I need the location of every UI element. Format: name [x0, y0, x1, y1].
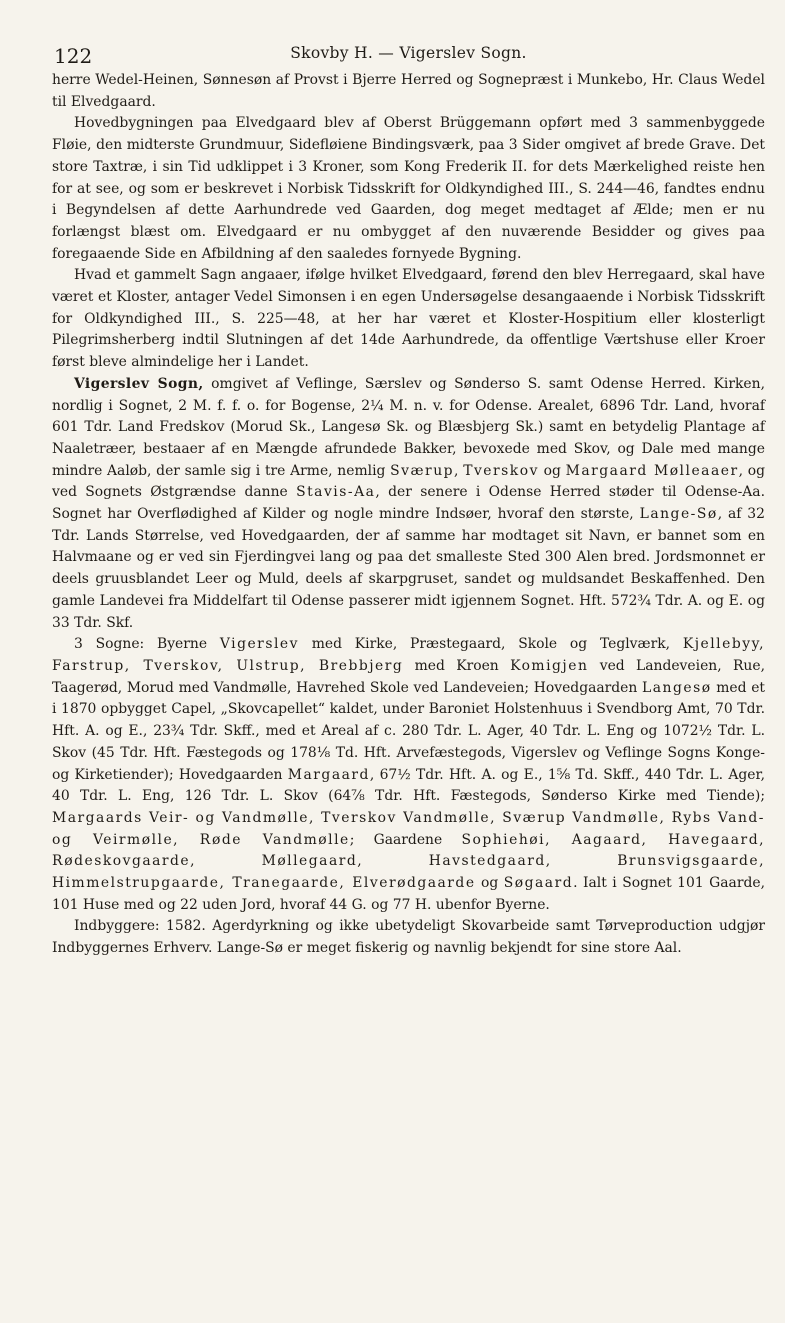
- place-name: Sophiehøi, Aagaard, Havegaard, Rødeskovgaarde, Møllegaard, Havstedgaard, Brunsvigsgaarde, Himmelstrupgaarde, Tranegaarde, Elverødgaarde: [52, 831, 765, 892]
- place-name: Komigjen: [510, 657, 589, 674]
- text-run: 3 Sogne: Byerne: [74, 636, 220, 653]
- paragraph-settlements: [52, 634, 765, 916]
- text-run: med Kirke, Præstegaard, Skole og Teglværk,: [298, 636, 683, 653]
- place-name: Margaard: [287, 766, 370, 783]
- place-name: Lange-Sø: [639, 506, 718, 523]
- running-head: Skovby H. — Vigerslev Sogn.: [290, 44, 527, 62]
- text-run: og: [538, 462, 566, 479]
- paragraph-monastery-legend: Hvad et gammelt Sagn angaaer, ifølge hvilket Elvedgaard, førend den blev Herregaard, skal have været et Kloster, antager Vedel Simonsen i en egen Undersøgelse desangaaende i Norbisk Tidsskrift for Oldkyndighed III., S. 225—48, at her har været et Kloster-Hospitium eller klosterligt Pilegrimsherberg indtil Slutningen af det 14de Aarhundrede, da offentlige Værtshuse eller Kroer først bleve almindelige her i Landet.: [52, 267, 765, 371]
- place-name: Tverskov: [463, 462, 539, 479]
- text-run: ; Gaardene: [349, 831, 462, 848]
- text-run: , der senere i Odense Herred støder til Odense-Aa. Sognet har Overflødighed af Kilder og nogle mindre Indsøer, hvoraf den største,: [52, 484, 766, 523]
- text-run: . Ialt i Sognet 101 Gaarde, 101 Huse med og 22 uden Jord, hvoraf 44 G. og 77 H. ubenfor Byerne.: [52, 875, 765, 913]
- text-run: ,: [454, 462, 464, 479]
- page-header: [52, 0, 765, 68]
- text-run: , af 32 Tdr. Lands Størrelse, ved Hovedgaarden, der af samme har modtaget sit Navn, er bannet som en Halvmaane og er ved sin Fjerdingvei lang og paa det smalleste Sted 300 Alen bred. Jordsmonnet er deels gruusblandet Leer og Muld, deels af skarpgruset, sandet og muldsandet Beskaffenhed. Den gamle Landevei fra Middelfart til Odense passerer midt igjennem Sognet. Hft. 572¾ Tdr. A. og E. og 33 Tdr. Skf.: [52, 506, 765, 631]
- place-name: Margaards Veir- og Vandmølle, Tverskov Vandmølle, Sværup Vandmølle, Rybs Vand- og Veirmølle, Røde Vandmølle: [52, 809, 765, 848]
- text-run: omgivet af Veflinge, Særslev og Sønderso S. samt Odense Herred. Kirken, nordlig i Sognet, 2 M. f. f. o. for Bogense, 2¼ M. n. v. for Odense. Arealet, 6896 Tdr. Land, hvoraf 601 Tdr. Land Fredskov (Morud Sk., Langesø Sk. og Blæsbjerg Sk.) samt en betydelig Plantage af Naaletræer, bestaaer af en Mængde afrundede Bakker, bevoxede med Skov, og Dale med mange mindre Aaløb, der samle sig i tre Arme, nemlig: [52, 375, 765, 479]
- place-name: Margaard Mølleaaer: [565, 462, 739, 479]
- place-name: Søgaard: [503, 875, 574, 892]
- text-run: , og ved Sognets Østgrændse danne: [52, 462, 765, 501]
- body-text: [52, 70, 765, 960]
- text-run: og: [475, 875, 504, 892]
- place-name: Stavis-Aa: [296, 484, 376, 501]
- paragraph-continuation: herre Wedel-Heinen, Sønnesøn af Provst i Bjerre Herred og Sognepræst i Munkebo, Hr. Claus Wedel til Elvedgaard.: [52, 72, 765, 110]
- text-run: , 67½ Tdr. Hft. A. og E., 1⅝ Td. Skff., 440 Tdr. L. Ager, 40 Tdr. L. Eng, 126 Tdr. L. Skov (64⅞ Tdr. Hft. Fæstegods, Sønderso Kirke med Tiende);: [52, 766, 766, 805]
- text-run: med et i 1870 opbygget Capel, „Skovcapellet“ kaldet, under Baroniet Holstenhuus i Svendborg Amt, 70 Tdr. Hft. A. og E., 23¾ Tdr. Skff., med et Areal af c. 280 Tdr. L. Ager, 40 Tdr. L. Eng og 1072½ Tdr. L. Skov (45 Tdr. Hft. Fæstegods og 178⅛ Td. Hft. Arvefæstegods, Vigerslev og Veflinge Sogns Konge- og Kirketiender); Hovedgaarden: [52, 679, 766, 783]
- text-run: ved Landeveien, Rue, Taagerød, Morud med Vandmølle, Havrehed Skole ved Landeveien; Hovedgaarden: [52, 657, 765, 696]
- place-name: Vigerslev: [219, 636, 299, 653]
- place-name: Sværup: [390, 462, 455, 479]
- text-run: med Kroen: [403, 657, 511, 674]
- paragraph-manor-building: Hovedbygningen paa Elvedgaard blev af Oberst Brüggemann opført med 3 sammenbyggede Fløie, den midterste Grundmuur, Sidefløiene Bindingsværk, paa 3 Sider omgivet af brede Grave. Det store Taxtræ, i sin Tid udklippet i 3 Kroner, som Kong Frederik II. for dets Mærkelighed reiste hen for at see, og som er beskrevet i Norbisk Tidsskrift for Oldkyndighed III., S. 244—46, fandtes endnu i Begyndelsen af dette Aarhundrede ved Gaarden, dog meget medtaget af Ælde; men er nu forlængst blæst om. Elvedgaard er nu ombygget af den nuværende Besidder og gives paa foregaaende Side en Afbildning af den saaledes fornyede Bygning.: [52, 115, 765, 262]
- place-name: Kjellebyy, Farstrup, Tverskov, Ulstrup, Brebbjerg: [52, 636, 765, 674]
- parish-title: Vigerslev Sogn,: [74, 375, 204, 392]
- page-number: 122: [54, 44, 93, 68]
- place-name: Langesø: [642, 679, 712, 696]
- paragraph-population: Indbyggere: 1582. Agerdyrkning og ikke ubetydeligt Skovarbeide samt Tørveproduction udgjør Indbyggernes Erhverv. Lange-Sø er meget fiskerig og navnlig bekjendt for sine store Aal.: [52, 918, 765, 957]
- paragraph-parish-description: [52, 374, 765, 634]
